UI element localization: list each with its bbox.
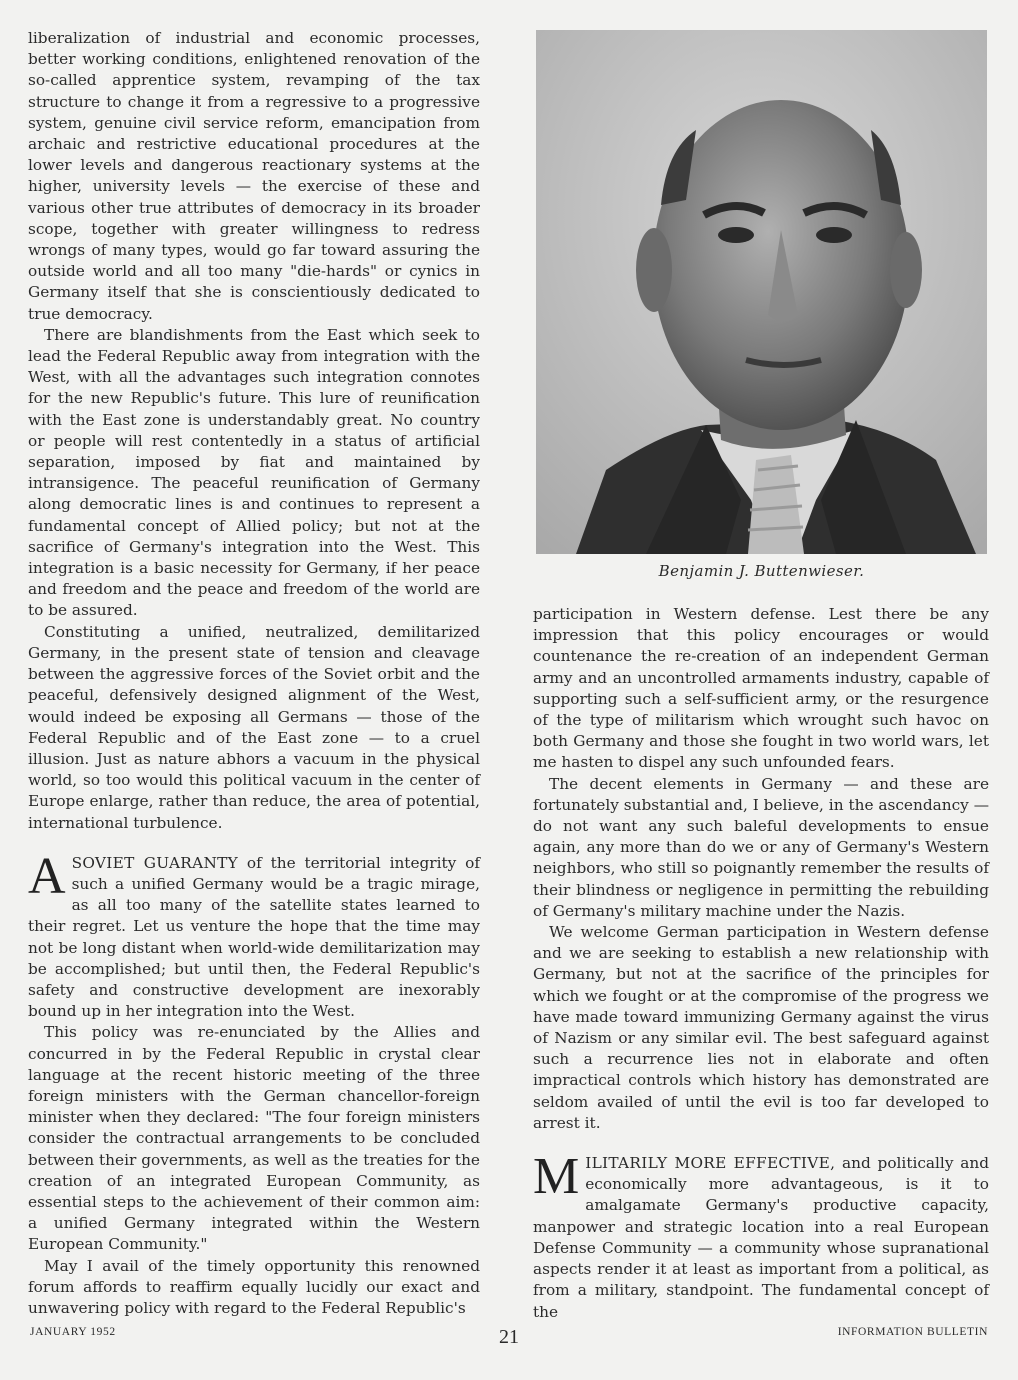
paragraph-text: of the territorial integrity of such a unified Germany would be a tragic mirage, as all too many of the satellite states learned to their regret. Let us venture the hope that the time may not be long distant when world-wide demilitarization may be accomplished; but until then, the Federal Republic's safety and constructive development are inexorably bound up in her integration into the West. [28, 853, 480, 1021]
portrait-photo [536, 30, 987, 554]
paragraph: Constituting a unified, neutralized, demilitarized Germany, in the present state of tension and cleavage between the aggressive forces of the Soviet orbit and the peaceful, defensively designed alignment of the West, would indeed be exposing all Germans — those of the Federal Republic and of the East zone — to a cruel illusion. Just as nature abhors a vacuum in the physical world, so too would this political vacuum in the center of Europe enlarge, rather than reduce, the area of potential, international turbulence. [28, 622, 480, 832]
drop-cap: A [28, 847, 66, 905]
paragraph: May I avail of the timely opportunity this renowned forum affords to reaffirm equally lucidly our exact and unwavering policy with regard to the Federal Republic's [28, 1256, 480, 1317]
drop-cap: M [533, 1148, 580, 1206]
portrait-illustration [536, 30, 987, 554]
paragraph-text: and politically and economically more advantageous, is it to amalgamate Germany's productive capacity, manpower and strategic location into a real European Defense Community — a community whose supranational aspects render it at least as important from a political, as from a military, standpoint. The fundamental concept of the [533, 1154, 989, 1321]
page-number: 21 [499, 1326, 519, 1348]
paragraph: liberalization of industrial and economic processes, better working conditions, enlightened renovation of the so-called apprentice system, revamping of the tax structure to change it from a regressive to a progressive system, genuine civil service reform, emancipation from archaic and restrictive educational procedures at the lower levels and dangerous reactionary systems at the higher, university levels — the exercise of these and various other true attributes of democracy in its broader scope, together with greater willingness to redress wrongs of many types, would go far toward assuring the outside world and all too many "die-hards" or cynics in Germany itself that she is conscientiously dedicated to true democracy. [28, 29, 480, 323]
section-gap [28, 834, 480, 853]
section-opening-paragraph [533, 1148, 989, 1323]
paragraph: The decent elements in Germany — and these are fortunately substantial and, I believe, in the ascendancy — do not want any such baleful developments to ensue again, any more than do we or any of Germany's Western neighbors, who still so poignantly remember the results of their blindness or negligence in permitting the rebuilding of Germany's military machine under the Nazis. [533, 774, 989, 920]
photo-caption: Benjamin J. Buttenwieser. [658, 562, 865, 580]
footer-date: JANUARY 1952 [30, 1326, 116, 1338]
publication-name: INFORMATION BULLETIN [837, 1326, 988, 1338]
section-lead-in: SOVIET GUARANTY [71, 853, 239, 872]
section-lead-in: ILITARILY MORE EFFECTIVE, [585, 1154, 836, 1173]
paragraph: We welcome German participation in Western defense and we are seeking to establish a new relationship with Germany, but not at the sacrifice of the principles for which we fought or at the compromise of the progress we have made toward immunizing Germany against the virus of Nazism or any similar evil. The best safeguard against such a recurrence lies not in elaborate and often impractical controls which history has demonstrated are seldom availed of until the evil is too far developed to arrest it. [533, 923, 989, 1132]
section-opening-paragraph [28, 847, 480, 1023]
section-gap [533, 1134, 989, 1153]
left-column [28, 28, 480, 1319]
paragraph: There are blandishments from the East which seek to lead the Federal Republic away from integration with the West, with all the advantages such integration connotes for the new Republic's future. This lure of reunification with the East zone is understandably great. No country or people will rest contentedly in a status of artificial separation, imposed by fiat and maintained by intransigence. The peaceful reunification of Germany along democratic lines is and continues to represent a fundamental concept of Allied policy; but not at the sacrifice of Germany's integration into the West. This integration is a basic necessity for Germany, if her peace and freedom and the peace and freedom of the world are to be assured. [28, 325, 480, 620]
paragraph: participation in Western defense. Lest there be any impression that this policy encourages or would countenance the re-creation of an independent German army and an uncontrolled armaments industry, capable of supporting such a self-sufficient army, or the resurgence of the type of militarism which wrought such havoc on both Germany and those she fought in two world wars, let me hasten to dispel any such unfounded fears. [533, 605, 989, 772]
paragraph: This policy was re-enunciated by the Allies and concurred in by the Federal Republic in crystal clear language at the recent historic meeting of the three foreign ministers with the German chancellor-foreign minister when they declared: "The four foreign ministers consider the contractual arrangements to be concluded between their governments, as well as the treaties for the creation of an integrated European Community, as essential steps to the achievement of their common aim: a unified Germany integrated within the Western European Community." [28, 1023, 480, 1254]
right-column [533, 604, 989, 1323]
